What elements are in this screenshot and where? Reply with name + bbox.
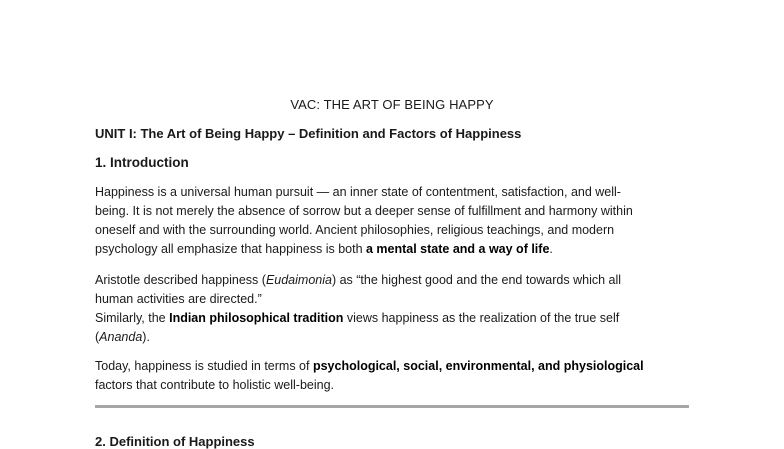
paragraph-text: ) as “the highest good and the end towards which all [331, 273, 622, 287]
paragraph-text: Aristotle described happiness ( [95, 273, 266, 287]
emphasis-text: Indian philosophical tradition [169, 311, 344, 325]
paragraph-text: . [549, 242, 553, 256]
emphasis-text: psychological, social, environmental, and physiological [312, 359, 644, 373]
next-section-heading: 2. Definition of Happiness [95, 434, 255, 449]
paragraph-text: psychology all emphasize that happiness is both [95, 242, 366, 256]
paragraph-text: factors that contribute to holistic well-being. [95, 378, 335, 392]
paragraph-text: Happiness is a universal human pursuit — an inner state of contentment, satisfaction, and well- [95, 185, 621, 199]
paragraph-text: Today, happiness is studied in terms of [95, 359, 313, 373]
paragraph-text: Similarly, the [95, 311, 170, 325]
paragraph-introduction [95, 183, 695, 259]
emphasis-text: a mental state and a way of life [366, 242, 550, 256]
paragraph-text: oneself and with the surrounding world. Ancient philosophies, religious teachings, and modern [95, 223, 615, 237]
paragraph-text: ). [142, 330, 150, 344]
document-title: VAC: THE ART OF BEING HAPPY [290, 97, 494, 112]
paragraph-today [95, 357, 695, 395]
paragraph-text: human activities are directed.” [95, 292, 262, 306]
paragraph-text: views happiness as the realization of the true self [343, 311, 620, 325]
paragraph-text: being. It is not merely the absence of sorrow but a deeper sense of fulfillment and harmony within [95, 204, 633, 218]
unit-heading: UNIT I: The Art of Being Happy – Definition and Factors of Happiness [95, 126, 522, 141]
paragraph-aristotle [95, 271, 695, 347]
section-divider [95, 405, 689, 408]
section-heading: 1. Introduction [95, 155, 189, 170]
paragraph-text: ( [95, 330, 100, 344]
italic-term: Ananda [99, 330, 143, 344]
italic-term: Eudaimonia [265, 273, 332, 287]
